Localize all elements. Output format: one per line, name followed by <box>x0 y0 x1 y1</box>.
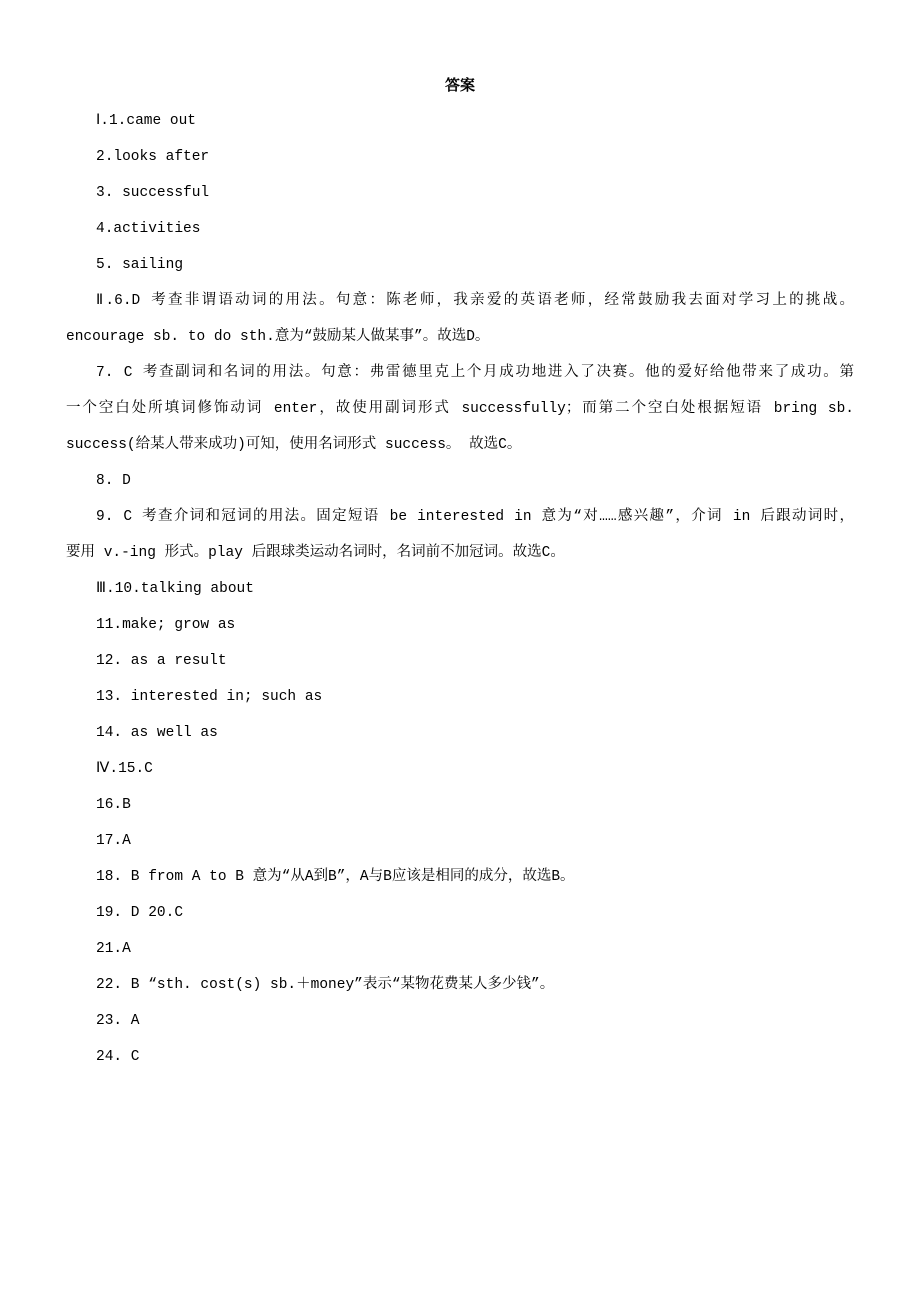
answer-text: 一个空白处所填词修饰动词 enter，故使用副词形式 successfully；而第二个空白处根据短语 bring sb. <box>66 401 854 417</box>
answer-text: encourage sb. to do sth.意为“鼓励某人做某事”。故选D。 <box>66 329 490 345</box>
answer-line <box>0 291 920 327</box>
answer-text: 23. A <box>96 1013 140 1029</box>
answer-text: 要用 v.-ing 形式。play 后跟球类运动名词时，名词前不加冠词。故选C。 <box>66 545 565 561</box>
answer-line <box>0 903 920 939</box>
answer-text: 14. as well as <box>96 725 218 741</box>
answer-text: 5. sailing <box>96 257 184 273</box>
answer-text: success(给某人带来成功)可知，使用名词形式 success。 故选C。 <box>66 437 522 453</box>
answer-line <box>0 147 920 183</box>
answer-line <box>0 867 920 903</box>
answer-text: 7. C 考查副词和名词的用法。句意：弗雷德里克上个月成功地进入了决赛。他的爱好给他带来了成功。第 <box>96 365 854 381</box>
answer-line <box>0 651 920 687</box>
answer-line <box>0 723 920 759</box>
answer-line <box>0 399 920 435</box>
answer-line <box>0 507 920 543</box>
answer-line <box>0 831 920 867</box>
answer-text: 11.make; grow as <box>96 617 236 633</box>
answer-list <box>0 111 920 1083</box>
answer-text: 18. B from A to B 意为“从A到B”，A与B应该是相同的成分，故选B。 <box>96 869 575 885</box>
answer-line <box>0 687 920 723</box>
answer-line <box>0 255 920 291</box>
answer-text: 4.activities <box>96 221 201 237</box>
answer-text: Ⅲ.10.talking about <box>96 581 254 597</box>
answer-text: Ⅰ.1.came out <box>96 113 196 129</box>
answer-text: 3. successful <box>96 185 210 201</box>
answer-line <box>0 363 920 399</box>
answer-text: 12. as a result <box>96 653 227 669</box>
answer-line <box>0 975 920 1011</box>
answer-line <box>0 1047 920 1083</box>
answer-line <box>0 615 920 651</box>
answer-text: 9. C 考查介词和冠词的用法。固定短语 be interested in 意为“对……感兴趣”，介词 in 后跟动词时， <box>96 509 854 525</box>
answer-text: Ⅱ.6.D 考查非谓语动词的用法。句意：陈老师，我亲爱的英语老师，经常鼓励我去面对学习上的挑战。 <box>96 293 854 309</box>
answer-text: 19. D 20.C <box>96 905 184 921</box>
answer-line <box>0 435 920 471</box>
answer-text: 24. C <box>96 1049 140 1065</box>
answer-text: 17.A <box>96 833 131 849</box>
answer-text: 8. D <box>96 473 131 489</box>
answer-line <box>0 111 920 147</box>
answer-text: 16.B <box>96 797 131 813</box>
answer-line <box>0 759 920 795</box>
answer-line <box>0 939 920 975</box>
answer-text: Ⅳ.15.C <box>96 761 153 777</box>
answer-line <box>0 579 920 615</box>
answer-text: 2.looks after <box>96 149 210 165</box>
answer-text: 13. interested in; such as <box>96 689 323 705</box>
page-title: 答案 <box>444 76 475 94</box>
answer-text: 22. B “sth. cost(s) sb.＋money”表示“某物花费某人多少钱”。 <box>96 977 555 993</box>
answer-line <box>0 795 920 831</box>
answer-line <box>0 327 920 363</box>
answer-line <box>0 1011 920 1047</box>
answer-line <box>0 471 920 507</box>
answer-text: 21.A <box>96 941 131 957</box>
answer-line <box>0 219 920 255</box>
answer-line <box>0 543 920 579</box>
answer-line <box>0 183 920 219</box>
